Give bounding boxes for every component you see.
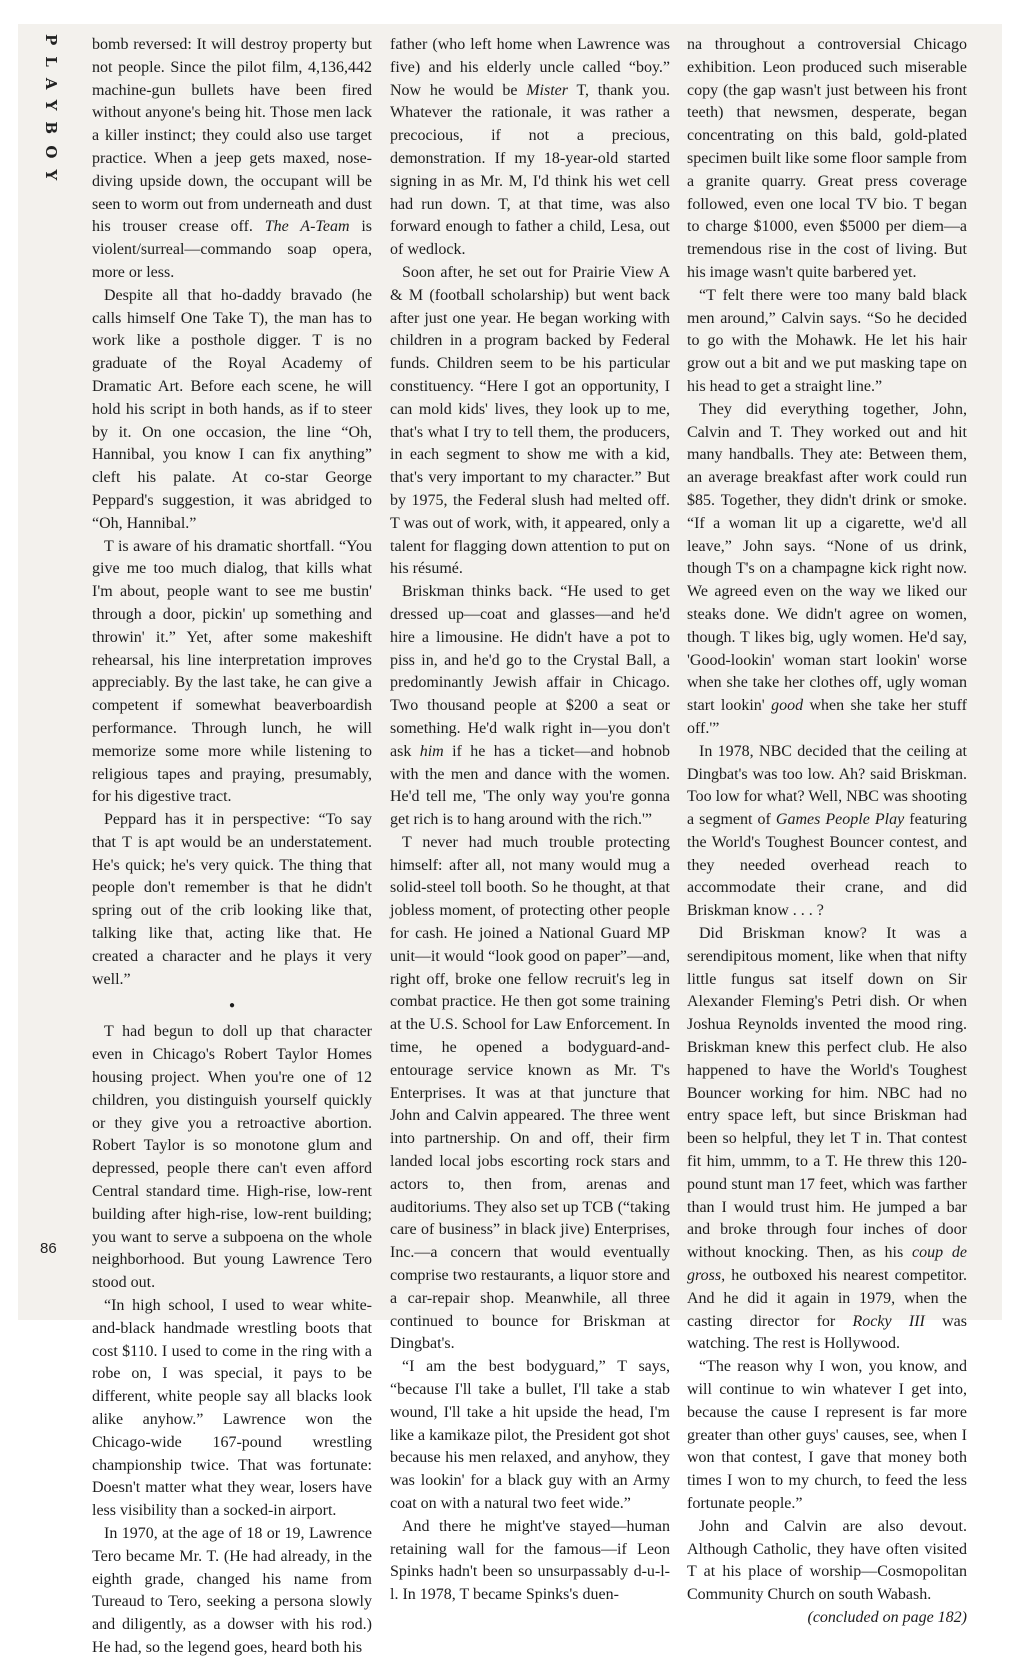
column-2 xyxy=(390,34,670,1607)
paragraph xyxy=(687,399,967,741)
paragraph xyxy=(687,923,967,1356)
paragraph-text: Did Briskman know? It was a serendipitous moment, like when that nifty little fungus sat itself down on Sir Alexander Fleming's Petri dish. Or when Joshua Reynolds invented the mood ring. Briskman knew this perfect club. He also happened to have the World's Toughest Bouncer working for him. NBC had no entry space left, but since Briskman had been so helpful, they let T in. That contest fit him, ummm, to a T. He threw this 120-pound stunt man 17 feet, which was farther than I would trust him. He jumped a bar and broke through four inches of door without knocking. Then, as his xyxy=(687,925,967,1262)
paragraph-text: In 1978, NBC decided that the ceiling at Dingbat's was too low. Ah? said Briskman. Too low for what? Well, NBC was shooting a segment of xyxy=(687,742,967,829)
paragraph: T never had much trouble protecting himself: after all, not many would mug a solid-steel toll booth. So he thought, at that jobless moment, of protecting other people for cash. He joined a National Guard MP unit—it would “look good on paper”—and, right off, broke one fellow recruit's leg in combat practice. He then got some training at the U.S. School for Law Enforcement. In time, he opened a bodyguard-and-entourage service known as Mr. T's Enterprises. It was at that juncture that John and Calvin appeared. The three went into partnership. On and off, their firm landed local jobs escorting rock stars and actors to, then from, arenas and auditoriums. They also set up TCB (“taking care of business” in black jive) Enterprises, Inc.—a concern that would eventually comprise two restaurants, a liquor store and a car-repair shop. Meanwhile, all three continued to bounce for Briskman at Dingbat's. xyxy=(390,833,670,1353)
show-title: The A-Team xyxy=(264,218,350,236)
paragraph-text: when she take her stuff off.'” xyxy=(687,697,968,737)
paragraph: And there he might've stayed—human retaining wall for the famous—if Leon Spinks hadn't been so unsurpassably d-u-l-l. In 1978, T became Spinks's duen- xyxy=(390,1517,670,1604)
column-3 xyxy=(687,34,967,1630)
masthead: PLAYBOY xyxy=(42,34,60,192)
paragraph: “T felt there were too many bald black men around,” Calvin says. “So he decided to go with the Mohawk. He let his hair grow out a bit and we put masking tape on his head to get a straight line.” xyxy=(687,286,967,395)
film-title: Rocky III xyxy=(852,1312,925,1330)
paragraph: T had begun to doll up that character even in Chicago's Robert Taylor Homes housing project. When you're one of 12 children, you distinguish yourself quickly or they give you a retroactive abortion. Robert Taylor is so monotone glum and depressed, people there can't even afford Central standard time. High-rise, low-rent building after high-rise, low-rent building; you want to serve a subpoena on the whole neighborhood. But young Lawrence Tero stood out. xyxy=(92,1023,372,1292)
column-1 xyxy=(92,34,372,1660)
emphasis: coup de gross, xyxy=(687,1244,967,1285)
paragraph: “In high school, I used to wear white-and-black handmade wrestling boots that cost $110. I used to come in the ring with a robe on, I was special, it pays to be different, white people say all blacks look alike anyhow.” Lawrence won the Chicago-wide 167-pound wrestling championship twice. That was fortunate: Doesn't matter what they wear, losers have less visibility than a socked-in airport. xyxy=(92,1297,372,1520)
paragraph xyxy=(92,34,372,285)
emphasis: Mister xyxy=(526,81,568,99)
continuation-note: (concluded on page 182) xyxy=(807,1608,967,1626)
paragraph: Peppard has it in perspective: “To say that T is apt would be an understatement. He's quick; he's very quick. The thing that people don't remember is that he didn't spring out of the crib looking like that, talking like that, acting like that. He created a character and he plays it very well.” xyxy=(92,811,372,988)
paragraph-text: if he has a ticket—and hobnob with the men and dance with the women. He'd tell me, 'The only way you're gonna get rich is to hang around with the rich.'” xyxy=(390,742,670,829)
paragraph-text: bomb reversed: It will destroy property but not people. Since the pilot film, 4,136,442 machine-gun bullets have been fired without anyone's being hit. Those men lack a killer instinct; they could also use target practice. When a jeep gets maxed, nose-diving upside down, the occupant will be seen to worm out from underneath and dust his trouser crease off. xyxy=(92,36,372,236)
paragraph: “I am the best bodyguard,” T says, “because I'll take a bullet, I'll take a stab wound, I'll take a hit upside the head, I'm like a kamikaze pilot, the President got shot because his men relaxed, and anyhow, they was lookin' for a black guy with an Army coat on with a natural two feet wide.” xyxy=(390,1358,670,1512)
paragraph: na throughout a controversial Chicago exhibition. Leon produced such miserable copy (the gap wasn't just between his front teeth) that newsmen, desperate, began concentrating on this bald, gold-plated specimen built like some floor sample from a granite quarry. Great press coverage followed, even one local TV bio. T began to charge $1000, even $5000 per diem—a tremendous rise in the cost of living. But his image wasn't quite barbered yet. xyxy=(687,36,967,281)
paragraph: Despite all that ho-daddy bravado (he calls himself One Take T), the man has to work like a posthole digger. T is no graduate of the Royal Academy of Dramatic Art. Before each scene, he will hold his script in both hands, as if to steer by it. On one occasion, the line “Oh, Hannibal, you know I can fix anything” cleft his palate. At co-star George Peppard's suggestion, it was abridged to “Oh, Hannibal.” xyxy=(92,286,372,532)
paragraph-text: T, thank you. Whatever the rationale, it was rather a precocious, if not a precious, demonstration. If my 18-year-old started signing in as Mr. M, I'd think his wet cell had run down. T, at that time, was also forward enough to father a child, Lesa, out of wedlock. xyxy=(390,81,671,259)
section-separator: ● xyxy=(228,1000,236,1012)
show-title: Games People Play xyxy=(775,811,905,829)
paragraph xyxy=(687,741,967,923)
paragraph-text: featuring the World's Toughest Bouncer contest, and they needed overhead reach to accommodate their crane, and did Briskman know . . . ? xyxy=(687,811,968,920)
paragraph: “The reason why I won, you know, and will continue to win whatever I get into, because the cause I represent is far more greater than other guys' causes, see, when I won that contest, I gave that money both times I won to my church, to feed the less fortunate people.” xyxy=(687,1358,967,1512)
paragraph-text: was watching. The rest is Hollywood. xyxy=(687,1312,968,1353)
paragraph-text: he outboxed his nearest competitor. And he did it again in 1979, when the casting director for xyxy=(687,1267,967,1330)
emphasis: good xyxy=(771,697,804,715)
paragraph xyxy=(390,34,670,262)
paragraph xyxy=(390,581,670,832)
paragraph: John and Calvin are also devout. Although Catholic, they have often visited T at his place of worship—Cosmopolitan Community Church on south Wabash. xyxy=(687,1517,967,1604)
paragraph: In 1970, at the age of 18 or 19, Lawrence Tero became Mr. T. (He had already, in the eighth grade, changed his name from Tureaud to Tero, seeking a persona slowly and diligently, as a dowser with his rod.) He had, so the legend goes, heard both his xyxy=(92,1525,372,1656)
paragraph-text: father (who left home when Lawrence was five) and his elderly uncle called “boy.” Now he would be xyxy=(390,36,670,99)
page-number: 86 xyxy=(40,1240,57,1257)
emphasis: him xyxy=(419,742,444,760)
paragraph-text: They did everything together, John, Calvin and T. They worked out and hit many handballs. They ate: Between them, an average breakfast after work could run $85. Together, they didn't drink or smoke. “If a woman lit up a cigarette, we'd all leave,” John says. “None of us drink, though T's on a champagne kick right now. We agreed even on the way we liked our steaks done. We didn't agree on women, though. T likes big, ugly women. He'd say, 'Good-lookin' woman start lookin' worse when she take her clothes off, ugly woman start lookin' xyxy=(687,400,967,715)
paragraph: Soon after, he set out for Prairie View A & M (football scholarship) but went back after just one year. He began working with children in a program backed by Federal funds. Children seem to be his particular constituency. “Here I got an opportunity, I can mold kids' lives, they look up to me, that's what I try to tell them, the producers, in each segment to show me with a kid, that's very important to my character.” But by 1975, the Federal slush had melted off. T was out of work, with, it appeared, only a talent for flagging down attention to put on his résumé. xyxy=(390,263,670,578)
paragraph-text: Briskman thinks back. “He used to get dressed up—coat and glasses—and he'd hire a limousine. He didn't have a pot to piss in, and he'd go to the Crystal Ball, a predominantly Jewish affair in Chicago. Two thousand people at $200 a seat or something. He'd walk right in—you don't ask xyxy=(390,583,670,760)
paragraph: T is aware of his dramatic shortfall. “You give me too much dialog, that kills what I'm about, people want to see me bustin' through a door, pickin' up something and throwin' it.” Yet, after some makeshift rehearsal, his line interpretation improves appreciably. By the last take, he can give a competent if somewhat beaverboardish performance. Through lunch, he will memorize some more while listening to religious tapes and praying, presumably, for his digestive tract. xyxy=(92,537,372,806)
paragraph-text: is violent/surreal—commando soap opera, more or less. xyxy=(92,218,373,281)
